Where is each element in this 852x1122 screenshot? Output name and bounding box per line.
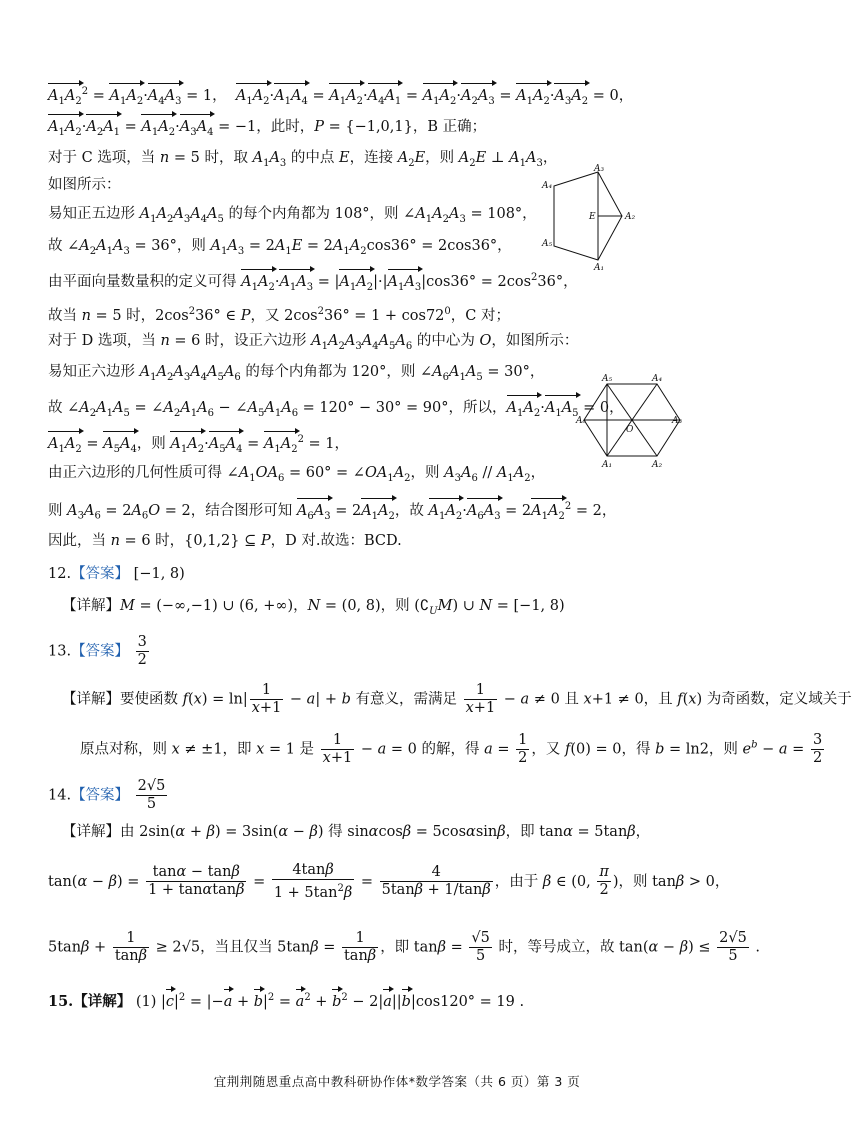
q15-detail-text: (1) $|c|^2 = |-a + b|^2 = a^2 + b^2 - 2|a||b|\cos 120^\circ = 19$ . <box>136 994 524 1010</box>
hexagon-label-a4: A₄ <box>652 374 663 384</box>
q12-detail-line: 【详解】M = (−∞,−1) ∪ (6, +∞)，N = (0, 8)，则 $(∁_UM)$ ∪ N = [−1, 8) <box>62 598 565 617</box>
q15-line <box>48 988 524 1012</box>
q15-detail-tag: 【详解】 <box>73 992 132 1010</box>
q14-answer-line <box>48 778 169 813</box>
q13-number: 13. <box>48 643 72 660</box>
q14-detail-tag: 【详解】 <box>62 824 120 840</box>
solution-line-7: 由平面向量数量积的定义可得 $A_1A_2\cdot A_1A_3 = |A_1A_2|\cdot|A_1A_3|\cos 36^\circ = 2\cos^236^\circ$， <box>48 268 578 298</box>
q14-detail-line-3: 5tanβ + $\frac{1}{\tan\beta}$ ≥ 2√5，当且仅当 5tanβ = $\frac{1}{\tan\beta}$ ，即 tanβ = $\frac{√5}{5}$ 时，等号成立，故 tan(α − β) ≤ $\frac{2√5}{5}$ . <box>48 930 761 964</box>
q13-detail-line-1: 【详解】要使函数 f(x) = ln| $\frac{1}{x+1}$ − a| + b 有意义，需满足 $\frac{1}{x+1}$ − a ≠ 0 且 x+1 ≠ 0，且 f(x) 为奇函数，定义域关于 <box>62 682 852 716</box>
q14-number: 14. <box>48 787 72 804</box>
q12-detail-tag: 【详解】 <box>62 598 120 614</box>
solution-line-3: 对于 C 选项，当 n = 5 时，取 $A_1A_3$ 的中点 E，连接 $A_2E$，则 $A_2E$ ⊥ $A_1A_3$， <box>48 150 558 169</box>
hexagon-label-a5: A₅ <box>602 374 613 384</box>
q14-answer-tag: 【答案】 <box>71 787 130 804</box>
solution-line-13: 由正六边形的几何性质可得 $\angle A_1OA_6 = 60^\circ$ = $\angle OA_1A_2$，则 $A_3A_6 // A_1A_2$， <box>48 465 546 484</box>
hexagon-label-o: O <box>626 425 634 435</box>
pentagon-label-a1: A₁ <box>594 263 605 273</box>
q12-answer: [−1, 8) <box>133 566 185 582</box>
pentagon-label-e: E <box>589 212 596 222</box>
q13-answer: $\frac{3}{2}$ <box>137 634 147 668</box>
solution-line-5: 易知正五边形 $A_1A_2A_3A_4A_5$ 的每个内角都为 108°，则 $\angle A_1A_2A_3 = 108^\circ$， <box>48 206 537 225</box>
hexagon-label-a2: A₂ <box>652 460 663 470</box>
pentagon-label-a5: A₅ <box>542 239 553 249</box>
pentagon-figure <box>540 162 650 272</box>
q13-detail-tag: 【详解】 <box>62 691 120 708</box>
q12-number: 12. <box>48 566 72 582</box>
solution-line-1: $A_1A_2^2 = A_1A_2\cdot A_4A_3 = 1$， $A_1A_2\cdot A_1A_4 = A_1A_2\cdot A_4A_1 = A_1A_2\cdot A_2A_3 = A_1A_2\cdot A_3A_2 = 0$， <box>48 82 633 112</box>
pentagon-label-a2: A₂ <box>625 212 636 222</box>
hexagon-label-a6: A₆ <box>576 416 587 426</box>
q13-answer-line <box>48 634 151 669</box>
q15-number: 15. <box>48 992 74 1010</box>
solution-line-14: 则 $A_3A_6 = 2A_6O = 2$，结合图形可知 $A_6A_3 = 2A_1A_2$，故 $A_1A_2\cdot A_6A_3 = 2A_1A_2^2 = 2$， <box>48 497 616 527</box>
page-footer: 宜荆荆随恩重点高中教科研协作体*数学答案（共 6 页）第 3 页 <box>213 1074 581 1089</box>
solution-line-15: 因此，当 n = 6 时，{0,1,2} ⊆ P，D 对.故选：BCD. <box>48 533 402 549</box>
q14-detail-line-1: 【详解】由 2sin(α + β) = 3sin(α − β) 得 sinαcosβ = 5cosαsinβ，即 tanα = 5tanβ， <box>62 824 651 840</box>
q13-detail-line-2: 原点对称，则 x ≠ ±1，即 x = 1 是 $\frac{1}{x+1}$ − a = 0 的解，得 a = $\frac{1}{2}$ ，又 f(0) = 0，得 b = ln2，则 $e^b - a$ = $\frac{3}{2}$ <box>80 732 823 766</box>
pentagon-label-a4: A₄ <box>542 181 553 191</box>
hexagon-figure <box>576 372 686 472</box>
q14-detail-line-2: tan(α − β) = $\frac{\tan\alpha - \tan\beta}{1 + \tan\alpha\tan\beta}$ = $\frac{4\tan\beta}{1 + 5\tan^2\beta}$ = $\frac{4}{5\tan\beta + 1/\tan\beta}$ ，由于 β ∈ (0, $\frac{\pi}{2}$ )，则 tanβ > 0， <box>48 862 730 901</box>
pentagon-label-a3: A₃ <box>594 164 605 174</box>
hexagon-label-a3: A₃ <box>672 416 683 426</box>
solution-line-8: 故当 n = 5 时，$2\cos^236^\circ$ ∈ P，又 $2\cos^236^\circ = 1 + \cos 72^0$，C 对； <box>48 306 510 324</box>
q12-answer-line <box>48 564 185 584</box>
solution-line-10: 易知正六边形 $A_1A_2A_3A_4A_5A_6$ 的每个内角都为 120°，则 $\angle A_6A_1A_5 = 30^\circ$， <box>48 364 545 383</box>
solution-line-2: $A_1A_2\cdot A_2A_1 = A_1A_2\cdot A_3A_4 = -1$，此时，P = {−1,0,1}，B 正确； <box>48 114 486 143</box>
q13-answer-tag: 【答案】 <box>71 643 130 660</box>
solution-line-6: 故 $\angle A_2A_1A_3 = 36^\circ$，则 $A_1A_3 = 2A_1E = 2A_1A_2\cos 36^\circ = 2\cos 36^\circ$， <box>48 238 512 257</box>
solution-line-4: 如图所示： <box>48 177 121 193</box>
hexagon-label-a1: A₁ <box>602 460 613 470</box>
solution-line-12: $A_1A_2 = A_5A_4$，则 $A_1A_2\cdot A_5A_4 = A_1A_2^2 = 1$， <box>48 430 349 460</box>
solution-line-11: 故 $\angle A_2A_1A_5$ = $\angle A_2A_1A_6$ − $\angle A_5A_1A_6 = 120^\circ - 30^\circ = 90^\circ$，所以，$A_1A_2\cdot A_1A_5 = 0$， <box>48 395 624 424</box>
q14-answer: $\frac{2√5}{5}$ <box>137 778 166 812</box>
q12-answer-tag: 【答案】 <box>71 566 130 582</box>
solution-line-9: 对于 D 选项，当 n = 6 时，设正六边形 $A_1A_2A_3A_4A_5A_6$ 的中心为 O，如图所示： <box>48 333 579 352</box>
